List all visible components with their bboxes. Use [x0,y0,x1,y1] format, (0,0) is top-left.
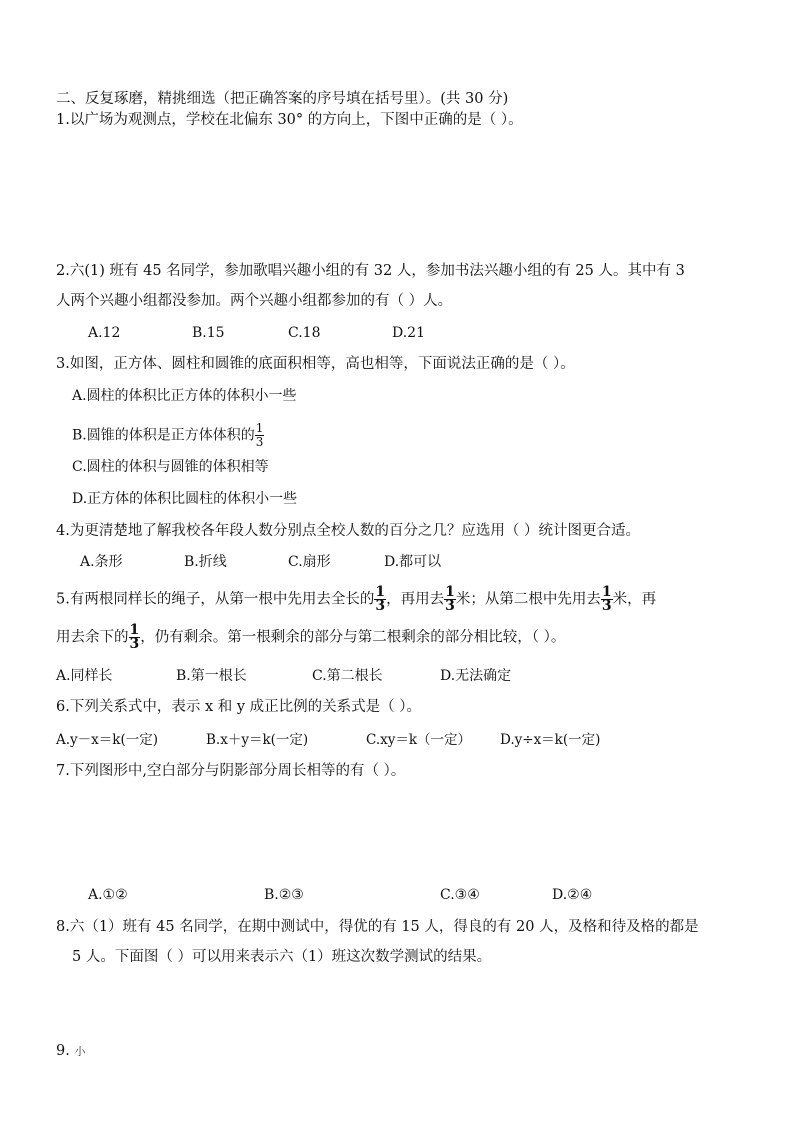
q5-fraction-2: $\frac{1}{3}$ [445,584,455,614]
question-8-stem-line2: 5 人。下面图（ ）可以用来表示六（1）班这次数学测试的结果。 [72,949,492,965]
cone-shape [611,409,669,476]
q3-option-b[interactable]: B.圆锥的体积是正方体体积的 $\frac{1}{3}$ [72,421,264,449]
svg-text:②: ② [302,861,314,876]
svg-text:北: 北 [176,152,189,166]
svg-text:1: 1 [588,1083,595,1096]
svg-text:a: a [465,851,473,865]
q1-option-a-diagram [94,150,246,226]
question-4-stem: 4.为更清楚地了解我校各年段人数分别点全校人数的百分之几？应选用（ ）统计图更合适。 [56,523,640,539]
svg-text:A.: A. [104,990,117,1004]
svg-text:广场: 广场 [510,202,535,216]
q3-option-c[interactable]: C.圆柱的体积与圆锥的体积相等 [72,459,269,475]
svg-text:0: 0 [144,1083,151,1096]
svg-text:北: 北 [642,152,655,166]
q2-option-a[interactable]: A.12 [88,325,121,341]
q3-fraction: $\frac{1}{3}$ [255,421,264,449]
svg-text:北: 北 [508,152,521,166]
svg-text:③: ③ [436,861,448,876]
cylinder-shape [531,407,589,476]
svg-text:2: 2 [634,1083,641,1096]
svg-text:a: a [409,851,417,865]
question-5-stem-line2: 用去余下的 $\frac{1}{3}$ ，仍有剩余。第一根剩余的部分与第二根剩余的部分相比较，（ ）。 [56,622,566,652]
question-2-stem-line1: 2.六(1) 班有 45 名同学，参加歌唱兴趣小组的有 32 人，参加书法兴趣小组的有 25 人。其中有 3 [56,263,685,279]
question-6-stem: 6.下列关系式中，表示 x 和 y 成正比例的关系式是（ ）。 [56,699,421,715]
svg-text:学校: 学校 [448,161,473,175]
svg-text:学校: 学校 [598,154,623,168]
svg-text:学校: 学校 [208,159,233,173]
q1-option-c-diagram [426,148,566,226]
cube-shape [433,408,503,476]
svg-text:A.: A. [95,187,110,203]
q9-number-line-b [406,1075,674,1096]
svg-text:C.: C. [398,990,411,1004]
section-title: 二、反复琢磨，精挑细选（把正确答案的序号填在括号里）。(共 30 分) [56,91,509,107]
svg-text:B.: B. [250,990,263,1004]
svg-text:C.: C. [426,186,441,202]
svg-text:2: 2 [316,1083,323,1096]
question-2-stem-line2: 人两个兴趣小组都没参加。两个兴趣小组都参加的有（ ）人。 [56,293,453,309]
q5-option-b[interactable]: B.第一根长 [176,668,247,684]
q5-option-c[interactable]: C.第二根长 [312,668,383,684]
q5-fraction-3: $\frac{1}{3}$ [601,584,612,614]
q7-figure-1 [117,795,239,876]
q6-option-b[interactable]: B.x＋y＝k(一定) [206,732,309,748]
q6-option-c[interactable]: C.xy＝k（一定） [366,732,472,748]
svg-text:1: 1 [276,1083,283,1096]
svg-text:北: 北 [350,152,363,166]
question-8-stem-line1: 8.六（1）班有 45 名同学，在期中测试中，得优的有 15 人，得良的有 20 人，及格和待及格的都是 [56,919,699,935]
q4-option-d[interactable]: D.都可以 [384,554,442,570]
svg-text:60°: 60° [480,178,500,191]
svg-text:D.: D. [570,187,586,203]
q8-pie-c [398,988,485,1058]
q7-option-d[interactable]: D.②④ [552,887,593,903]
q6-option-d[interactable]: D.y÷x＝k(一定) [500,732,601,748]
q2-option-c[interactable]: C.18 [288,325,321,341]
svg-text:B.: B. [274,187,289,203]
q3-option-d[interactable]: D.正方体的体积比圆柱的体积小一些 [72,491,298,507]
q2-option-b[interactable]: B.15 [192,325,225,341]
q5-fraction-4: $\frac{1}{3}$ [129,622,140,652]
svg-text:B.: B. [406,1077,418,1090]
q4-option-b[interactable]: B.折线 [184,554,227,570]
q4-option-c[interactable]: C.扇形 [288,554,331,570]
q7-option-b[interactable]: B.②③ [264,887,304,903]
svg-text:60°: 60° [607,184,627,197]
svg-text:－2: －2 [493,1083,511,1096]
q5-fraction-1: $\frac{1}{3}$ [375,584,386,614]
svg-text:广场: 广场 [352,202,377,216]
svg-text:－1: －1 [178,1083,196,1096]
q9-number-line-a [91,1075,362,1096]
q4-option-a[interactable]: A.条形 [80,554,123,570]
svg-text:学校: 学校 [370,163,395,177]
svg-text:30°: 30° [320,177,340,190]
q8-pie-d [543,986,629,1054]
q7-option-c[interactable]: C.③④ [440,887,480,903]
q1-option-b-diagram [274,151,418,226]
svg-text:①: ① [156,861,168,876]
svg-text:D.: D. [543,990,557,1004]
svg-text:广场: 广场 [644,204,669,218]
q5-option-a[interactable]: A.同样长 [56,668,113,684]
question-7-stem: 7.下列图形中,空白部分与阴影部分周长相等的有（ ）。 [56,763,406,779]
svg-text:60°: 60° [174,178,194,191]
svg-text:0: 0 [546,1083,553,1096]
question-9-stem: 9. 小 [56,1043,86,1059]
q7-option-a[interactable]: A.①② [88,887,128,903]
q8-pie-a [103,988,188,1054]
svg-text:④: ④ [560,861,572,876]
q2-option-d[interactable]: D.21 [392,325,425,341]
question-5-stem-line1: 5.有两根同样长的绳子，从第一根中先用去全长的 $\frac{1}{3}$ ，再用去 $\frac{1}{3}$ 米；从第二根中先用去 $\frac{1}{3}$ 米，再 [56,584,657,614]
q6-option-a[interactable]: A.y－x＝k(一定) [56,732,158,748]
svg-text:－2: －2 [226,1083,244,1096]
q7-figure-2 [287,797,335,876]
svg-text:A.: A. [92,1077,104,1090]
q3-option-a[interactable]: A.圆柱的体积比正方体的体积小一些 [72,388,297,404]
q7-figure-4 [540,794,588,876]
question-1-stem: 1.以广场为观测点，学校在北偏东 30° 的方向上，下图中正确的是（ ）。 [56,112,523,128]
q5-option-d[interactable]: D.无法确定 [440,668,512,684]
q1-option-d-diagram [570,148,688,226]
q8-pie-b [250,989,337,1057]
svg-text:－1: －1 [448,1083,466,1096]
question-3-stem: 3.如图，正方体、圆柱和圆锥的底面积相等，高也相等，下面说法正确的是（ ）。 [56,356,575,372]
q7-figure-3 [394,802,498,876]
svg-text:广场: 广场 [180,202,205,216]
